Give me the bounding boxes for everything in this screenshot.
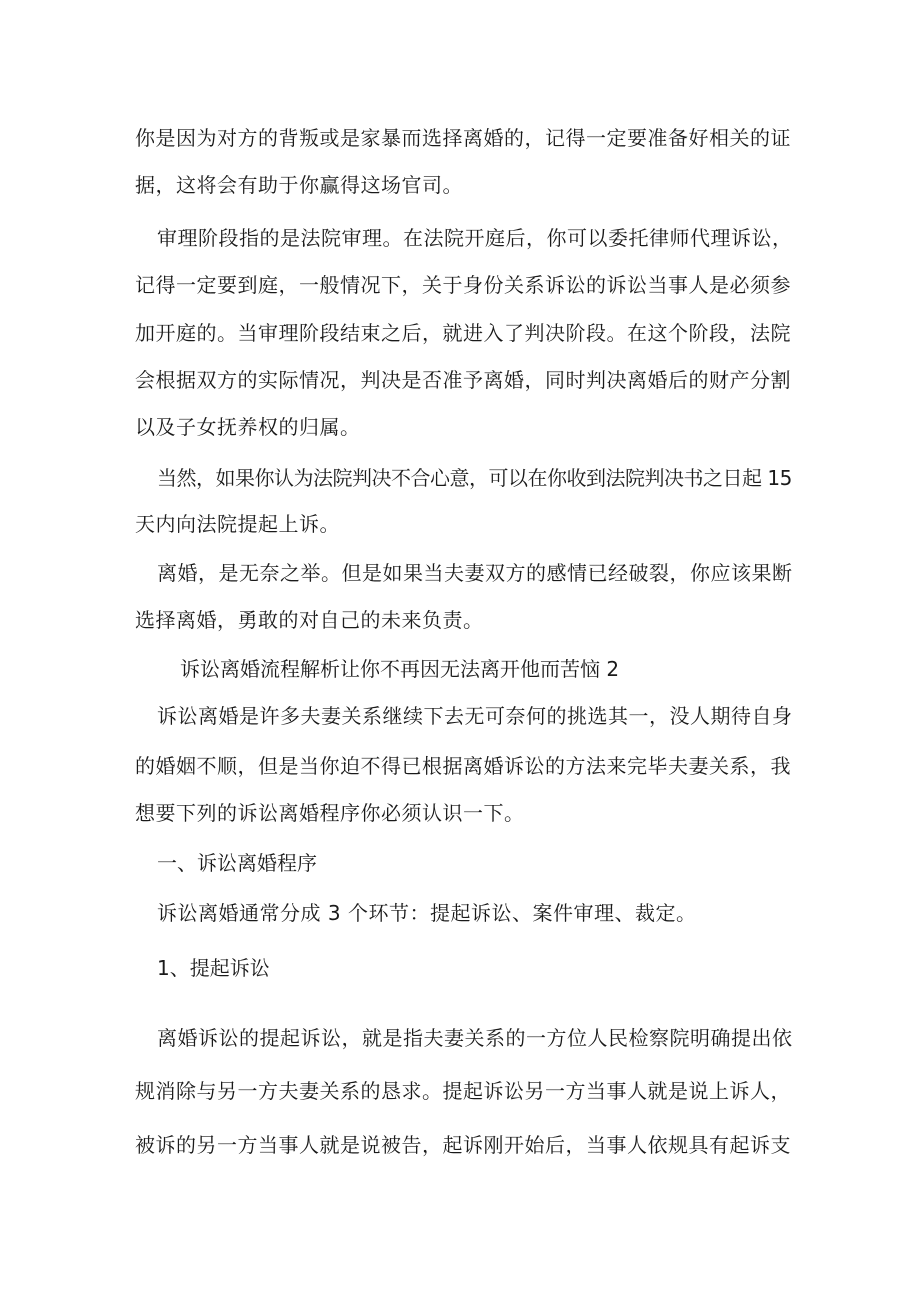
text-line-11: 选择离婚，勇敢的对自己的未来负责。 bbox=[135, 608, 484, 632]
text-line-1: 你是因为对方的背叛或是家暴而选择离婚的，记得一定要准备好相关的证 bbox=[135, 126, 791, 150]
text-line-13: 的婚姻不顺，但是当你迫不得已根据离婚诉讼的方法来完毕夫妻关系，我 bbox=[135, 754, 791, 778]
text-line-3: 审理阶段指的是法院审理。在法院开庭后，你可以委托律师代理诉讼， bbox=[157, 226, 793, 250]
text-line-4: 记得一定要到庭，一般情况下，关于身份关系诉讼的诉讼当事人是必须参 bbox=[135, 273, 791, 297]
text-line-7: 以及子女抚养权的归属。 bbox=[135, 415, 361, 439]
text-line-9: 天内向法院提起上诉。 bbox=[135, 512, 340, 536]
text-line-15: 诉讼离婚通常分成 3 个环节：提起诉讼、案件审理、裁定。 bbox=[157, 901, 697, 925]
subheading-filing: 1、提起诉讼 bbox=[157, 956, 270, 980]
text-line-5: 加开庭的。当审理阶段结束之后，就进入了判决阶段。在这个阶段，法院 bbox=[135, 321, 791, 345]
section-heading: 诉讼离婚流程解析让你不再因无法离开他而苦恼 2 bbox=[180, 657, 620, 681]
text-line-17: 规消除与另一方夫妻关系的恳求。提起诉讼另一方当事人就是说上诉人， bbox=[135, 1079, 791, 1103]
text-line-6: 会根据双方的实际情况，判决是否准予离婚，同时判决离婚后的财产分割 bbox=[135, 368, 791, 392]
text-line-12: 诉讼离婚是许多夫妻关系继续下去无可奈何的挑选其一，没人期待自身 bbox=[157, 704, 793, 728]
text-line-8: 当然，如果你认为法院判决不合心意，可以在你收到法院判决书之日起 15 bbox=[157, 466, 792, 490]
text-line-2: 据，这将会有助于你赢得这场官司。 bbox=[135, 173, 463, 197]
text-line-14: 想要下列的诉讼离婚程序你必须认识一下。 bbox=[135, 801, 525, 825]
subheading-procedure: 一、诉讼离婚程序 bbox=[157, 851, 317, 875]
text-line-18: 被诉的另一方当事人就是说被告，起诉刚开始后，当事人依规具有起诉支 bbox=[135, 1133, 791, 1157]
text-line-10: 离婚，是无奈之举。但是如果当夫妻双方的感情已经破裂，你应该果断 bbox=[157, 561, 793, 585]
text-line-16: 离婚诉讼的提起诉讼，就是指夫妻关系的一方位人民检察院明确提出依 bbox=[157, 1026, 793, 1050]
